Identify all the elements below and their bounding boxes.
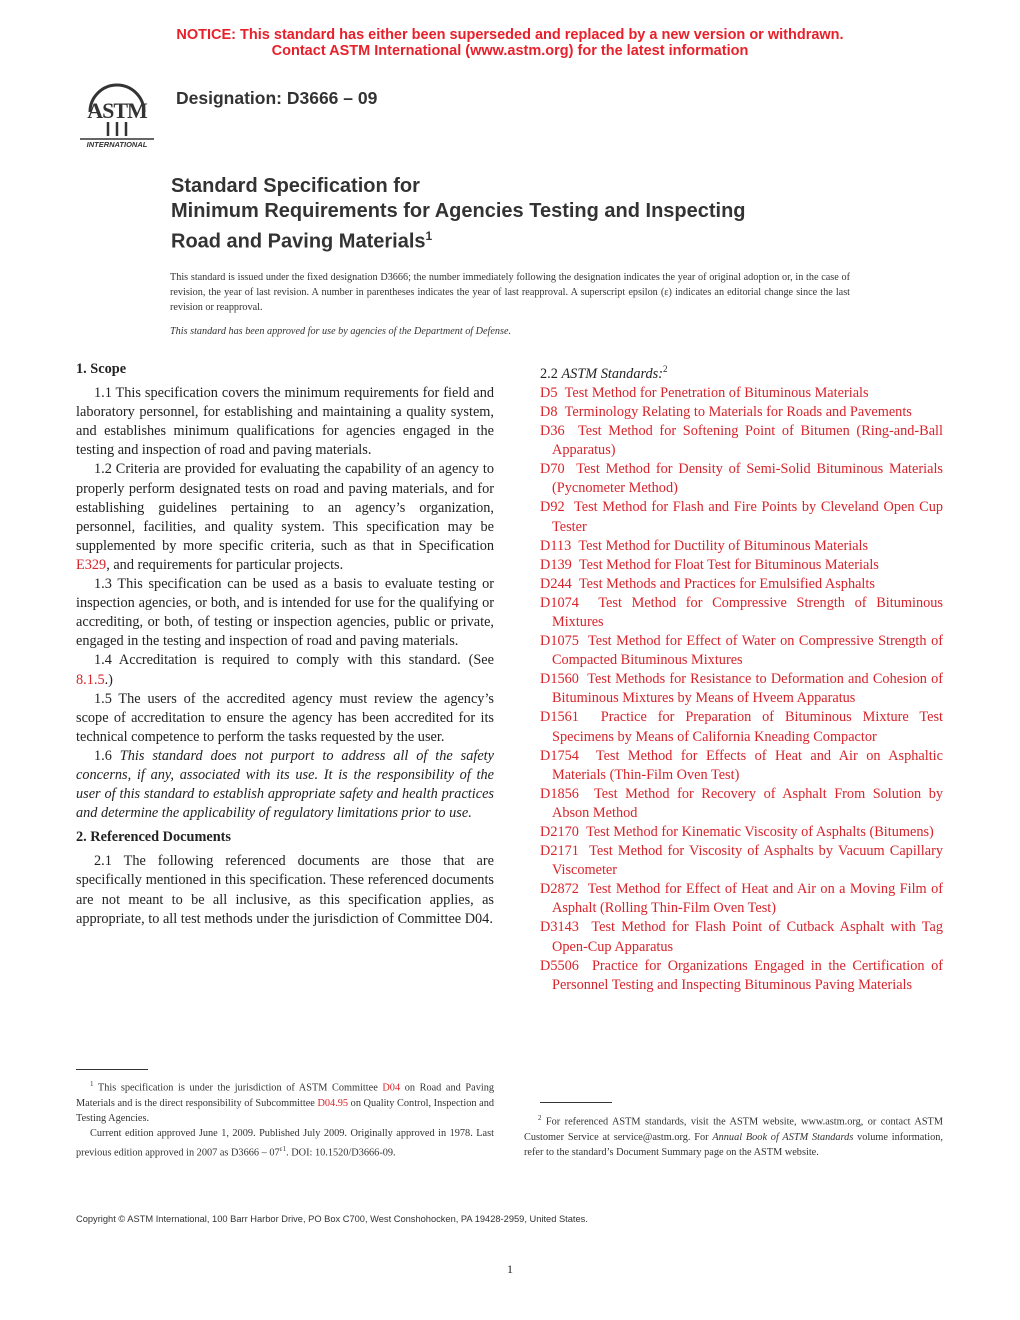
referenced-standard-d8 [540, 403, 943, 422]
standard-title-link[interactable]: Test Methods for Resistance to Deformation and Cohesion of Bituminous Mixtures by Means of Hveem Apparatus [552, 671, 943, 707]
standard-title-link[interactable]: Test Method for Flash and Fire Points by Cleveland Open Cup Tester [552, 499, 943, 535]
standard-title-link[interactable]: Test Method for Viscosity of Asphalts by Vacuum Capillary Viscometer [552, 843, 943, 879]
standard-title-link[interactable]: Terminology Relating to Materials for Roads and Pavements [564, 403, 912, 420]
standard-title-link[interactable]: Test Method for Effect of Heat and Air on a Moving Film of Asphalt (Rolling Thin-Film Oven Test) [552, 881, 943, 917]
superseded-notice [0, 27, 1020, 59]
left-column [76, 360, 494, 929]
link-e329[interactable]: E329 [76, 556, 107, 573]
standard-code-link[interactable]: D1560 [540, 671, 579, 688]
standard-code-link[interactable]: D1856 [540, 785, 579, 802]
standard-title-link[interactable]: Practice for Organizations Engaged in the Certification of Personnel Testing and Inspecting Bituminous Paving Materials [552, 957, 944, 993]
referenced-standard-d2170 [540, 823, 943, 842]
referenced-standard-d5 [540, 384, 943, 403]
referenced-standard-d92 [540, 498, 943, 536]
referenced-standard-d1075 [540, 632, 943, 670]
paragraph-1-4: 1.4 Accreditation is required to comply with this standard. (See 8.1.5.) [76, 652, 494, 688]
referenced-standard-d1561 [540, 708, 943, 746]
link-d04-95[interactable]: D04.95 [317, 1097, 349, 1109]
standard-title-link[interactable]: Test Method for Effects of Heat and Air on Asphaltic Materials (Thin-Film Oven Test) [552, 747, 943, 783]
footnote-2: $^2$ For referenced ASTM standards, visit the ASTM website, www.astm.org, or contact ASTM Customer Service at service@astm.org. For Annual Book of ASTM Standards volume information, refer to the standard’s Document Summary page on the ASTM website. [524, 1114, 943, 1159]
standard-title [171, 174, 931, 255]
right-column [540, 360, 943, 995]
referenced-standard-d113 [540, 537, 943, 556]
paragraph-2-1: 2.1 The following referenced documents are those that are specifically mentioned in this specification. These referenced documents are not meant to be all inclusive, as this specification applies, as appropriate, to all test methods under the jurisdiction of Committee D04. [76, 853, 494, 927]
page-number: 1 [507, 1262, 513, 1276]
referenced-standard-d1856 [540, 785, 943, 823]
referenced-standard-d2171 [540, 842, 943, 880]
referenced-standard-d2872 [540, 880, 943, 918]
svg-text:ASTM: ASTM [87, 98, 147, 123]
standard-title-link[interactable]: Test Methods and Practices for Emulsified Asphalts [578, 575, 875, 592]
paragraph-1-3: 1.3 This specification can be used as a basis to evaluate testing or inspection agencies, or both, and is intended for use for the qualifying or accrediting, or both, of testing or inspection agencies, public or private, engaged in the testing and inspection of road and paving materials. [76, 576, 494, 650]
referenced-standard-d1074 [540, 594, 943, 632]
referenced-standard-d3143 [540, 918, 943, 956]
referenced-standard-d139 [540, 556, 943, 575]
astm-logo-icon [72, 78, 162, 150]
referenced-standard-d5506 [540, 957, 943, 995]
standard-code-link[interactable]: D92 [540, 499, 565, 516]
title-line-3: Road and Paving Materials [171, 230, 426, 253]
footnote-1: $^1$ This specification is under the jurisdiction of ASTM Committee D04 on Road and Paving Materials and is the direct responsibility of Subcommittee D04.95 on Quality Control, Inspection and Testing Agencies. Current edition approved June 1, 2009. Published July 2009. Originally approved in 1978. Last previous edition approved in 2007 as $D3666 - 07^{\varepsilon 1}$. DOI: 10.1520/D3666-09. [76, 1080, 494, 1159]
standard-code-link[interactable]: D5506 [540, 957, 579, 974]
standard-title-link[interactable]: Test Method for Flash Point of Cutback Asphalt with Tag Open-Cup Apparatus [552, 919, 944, 955]
standard-code-link[interactable]: D244 [540, 575, 572, 592]
paragraph-1-2: 1.2 Criteria are provided for evaluating the capability of an agency to properly perform designated tests on road and paving materials, and for establishing guidelines pertaining to an agency’s organization, personnel, facilities, and quality system. This specification may be supplemented by more specific criteria, such as that in Specification E329, and requirements for particular projects. [76, 461, 494, 573]
paragraph-1-1: 1.1 This specification covers the minimum requirements for field and laboratory personnel, for establishing and maintaining a quality system, and establishes minimum qualifications for agencies engaged in the testing and inspection of road and paving materials. [76, 385, 494, 459]
standard-code-link[interactable]: D113 [540, 537, 572, 554]
section-heading-referenced-documents: 2. Referenced Documents [76, 829, 231, 846]
standard-code-link[interactable]: D70 [540, 461, 565, 478]
footnote-rule-left [76, 1069, 148, 1070]
standard-code-link[interactable]: D2170 [540, 824, 579, 841]
standard-title-link[interactable]: Test Method for Recovery of Asphalt From Solution by Abson Method [552, 785, 943, 821]
standard-title-link[interactable]: Test Method for Penetration of Bituminous Materials [564, 384, 869, 401]
standard-code-link[interactable]: D36 [540, 423, 565, 440]
svg-text:INTERNATIONAL: INTERNATIONAL [86, 140, 148, 149]
standard-code-link[interactable]: D1074 [540, 594, 579, 611]
standard-code-link[interactable]: D8 [540, 403, 558, 420]
standard-code-link[interactable]: D1561 [540, 709, 579, 726]
section-heading-scope: 1. Scope [76, 361, 127, 377]
paragraph-1-5: 1.5 The users of the accredited agency must review the agency’s scope of accreditation to ensure the agency has been accredited for its technical competence to perform the tasks requested by the user. [76, 690, 494, 745]
footnote-rule-right [540, 1102, 612, 1103]
title-line-1: Standard Specification for [171, 175, 420, 197]
standard-title-link[interactable]: Test Method for Kinematic Viscosity of Asphalts (Bitumens) [586, 824, 934, 841]
title-line-2: Minimum Requirements for Agencies Testing and Inspecting [171, 200, 746, 222]
astm-logo [72, 78, 162, 150]
dod-approval-note: This standard has been approved for use by agencies of the Department of Defense. [170, 326, 512, 337]
title-footnote-marker[interactable]: 1 [425, 229, 433, 243]
standard-title-link[interactable]: Test Method for Compressive Strength of Bituminous Mixtures [552, 594, 943, 630]
standard-code-link[interactable]: D139 [540, 556, 572, 573]
standard-code-link[interactable]: D3143 [540, 919, 579, 936]
standard-title-link[interactable]: Test Method for Density of Semi-Solid Bituminous Materials (Pycnometer Method) [552, 461, 943, 497]
standard-title-link[interactable]: Test Method for Effect of Water on Compressive Strength of Compacted Bituminous Mixtures [552, 633, 943, 669]
standard-code-link[interactable]: D5 [540, 384, 558, 401]
referenced-standard-d70 [540, 460, 943, 498]
standard-code-link[interactable]: D1075 [540, 633, 579, 650]
paragraph-1-6: 1.6 This standard does not purport to address all of the safety concerns, if any, associated with its use. It is the responsibility of the user of this standard to establish appropriate safety and health practices and determine the applicability of regulatory limitations prior to use. [76, 747, 494, 822]
link-d04[interactable]: D04 [382, 1082, 401, 1094]
referenced-standard-d1560 [540, 670, 943, 708]
notice-line-1: NOTICE: This standard has either been superseded and replaced by a new version or withdrawn. [176, 27, 844, 43]
notice-line-2: Contact ASTM International (www.astm.org) for the latest information [271, 43, 749, 59]
standard-title-link[interactable]: Test Method for Float Test for Bituminous Materials [578, 556, 879, 573]
issuance-statement: This standard is issued under the fixed designation D3666; the number immediately following the designation indicates the year of original adoption or, in the case of revision, the year of last revision. A number in parentheses indicates the year of last reapproval. A superscript epsilon (ε) indicates an editorial change since the last revision or reapproval. [170, 272, 850, 313]
standard-code-link[interactable]: D2171 [540, 843, 579, 860]
standard-title-link[interactable]: Test Method for Ductility of Bituminous Materials [578, 537, 869, 554]
referenced-standard-d36 [540, 422, 943, 460]
referenced-standards-list [540, 384, 943, 995]
astm-standards-label: 2.2 ASTM Standards:$^2$ [540, 364, 668, 382]
referenced-standard-d1754 [540, 747, 943, 785]
copyright-line: Copyright © ASTM International, 100 Barr Harbor Drive, PO Box C700, West Conshohocken, PA 19428-2959, United States. [76, 1214, 588, 1224]
standard-code-link[interactable]: D2872 [540, 881, 579, 898]
standard-title-link[interactable]: Test Method for Softening Point of Bitumen (Ring-and-Ball Apparatus) [552, 423, 943, 459]
link-8-1-5[interactable]: 8.1.5 [76, 671, 105, 688]
designation: Designation: D3666 – 09 [176, 88, 378, 108]
referenced-standard-d244 [540, 575, 943, 594]
standard-title-link[interactable]: Practice for Preparation of Bituminous Mixture Test Specimens by Means of California Kneading Compactor [552, 709, 943, 745]
standard-code-link[interactable]: D1754 [540, 747, 579, 764]
footnote-2-marker[interactable]: 2 [663, 364, 668, 374]
